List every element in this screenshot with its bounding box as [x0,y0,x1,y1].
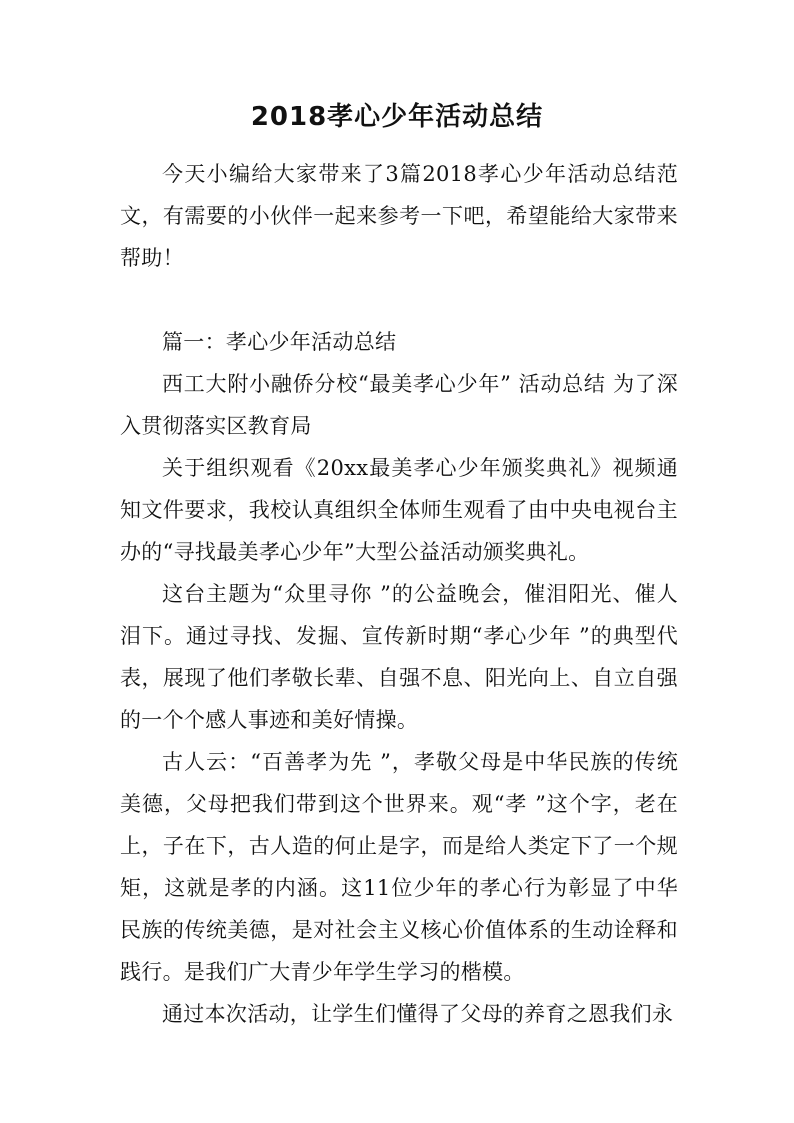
intro-paragraph: 今天小编给大家带来了3篇2018孝心少年活动总结范文，有需要的小伙伴一起来参考一下吧，希望能给大家带来帮助！ [120,162,678,270]
body-paragraph-1: 西工大附小融侨分校“最美孝心少年” 活动总结 为了深入贯彻落实区教育局 [120,372,678,438]
body-paragraph-3: 这台主题为“众里寻你 ”的公益晚会，催泪阳光、催人泪下。通过寻找、发掘、宣传新时期“孝心少年 ”的典型代表，展现了他们孝敬长辈、自强不息、阳光向上、自立自强的一个个感人事迹和美好情操。 [120,582,678,732]
document-title: 2018孝心少年活动总结 [250,102,544,132]
section-gap [120,279,678,321]
section-title: 篇一：孝心少年活动总结 [162,330,397,354]
document-body [120,153,678,1035]
body-paragraph-4: 古人云：“百善孝为先 ”，孝敬父母是中华民族的传统美德，父母把我们带到这个世界来。观“孝 ”这个字，老在上，子在下，古人造的何止是字，而是给人类定下了一个规矩，这就是孝的内涵。这11位少年的孝心行为彰显了中华民族的传统美德，是对社会主义核心价值体系的生动诠释和践行。是我们广大青少年学生学习的楷模。 [120,750,678,984]
body-paragraph-2: 关于组织观看《20xx最美孝心少年颁奖典礼》视频通知文件要求，我校认真组织全体师生观看了由中央电视台主办的“寻找最美孝心少年”大型公益活动颁奖典礼。 [120,456,678,564]
body-paragraph-5: 通过本次活动，让学生们懂得了父母的养育之恩我们永 [162,1002,674,1026]
